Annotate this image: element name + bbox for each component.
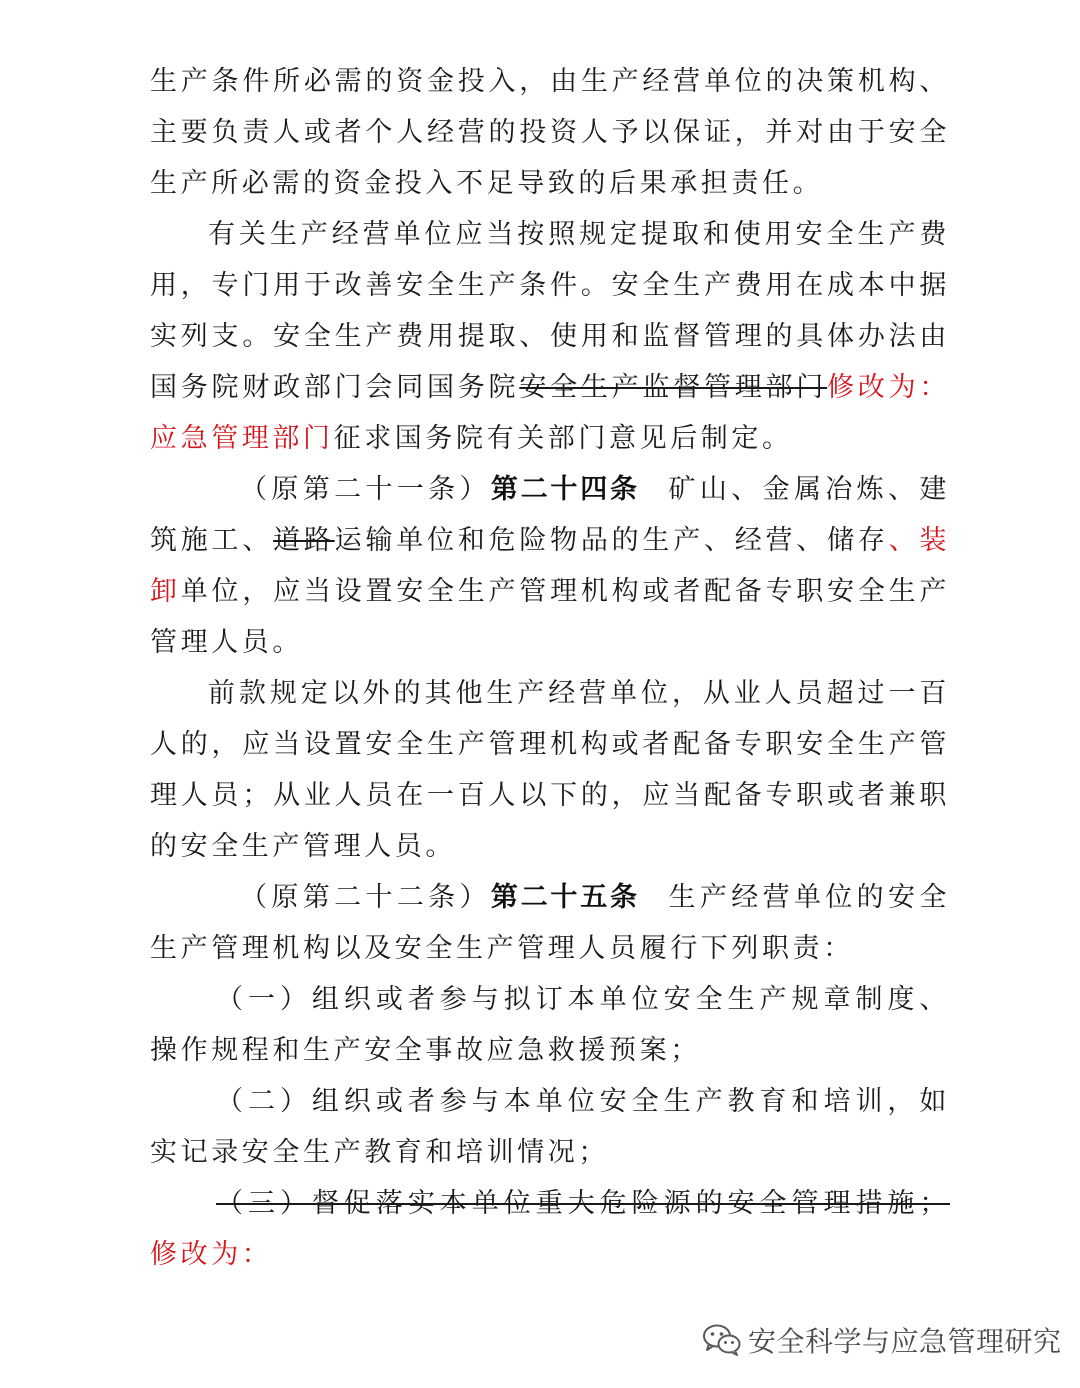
added-text: 、装卸 xyxy=(150,525,951,607)
duty-item-1 xyxy=(150,974,950,1076)
wechat-icon xyxy=(702,1323,742,1357)
deleted-text: 安全生产监督管理部门 xyxy=(519,372,828,403)
deleted-text: 道路 xyxy=(273,525,335,556)
document-body xyxy=(150,56,950,1280)
deleted-text: （三）督促落实本单位重大危险源的安全管理措施； xyxy=(216,1188,950,1219)
paragraph-safety-fees xyxy=(150,209,950,464)
duty-item-2 xyxy=(150,1076,950,1178)
paragraph-text: 征求国务院有关部门意见后制定。 xyxy=(333,423,793,454)
paragraph-funding xyxy=(150,56,950,209)
original-article-number: （原第二十一条） xyxy=(240,474,491,505)
revision-text: 修改为： xyxy=(150,1239,273,1270)
paragraph-other-units xyxy=(150,668,950,872)
paragraph-text: 有关生产经营单位应当按照规定提取和使用安全生产费用，专门用于改善安全生产条件。安全生产费用在成本中据实列支。安全生产费用提取、使用和监督管理的具体办法由国务院财政部门会同国务院 xyxy=(150,219,950,403)
article-title: 第二十五条 xyxy=(490,882,640,913)
account-watermark xyxy=(702,1318,1062,1362)
article-text: 矿山、金属冶炼、建筑施工、 xyxy=(150,474,950,556)
original-article-number: （原第二十二条） xyxy=(240,882,491,913)
article-text: 单位，应当设置安全生产管理机构或者配备专职安全生产管理人员。 xyxy=(150,576,950,658)
duty-item-3 xyxy=(150,1178,950,1280)
watermark-text: 安全科学与应急管理研究 xyxy=(748,1325,1062,1358)
article-24 xyxy=(150,464,950,668)
revision-text: 修改为：应急管理部门 xyxy=(150,372,951,454)
item-text: （二）组织或者参与本单位安全生产教育和培训，如实记录安全生产教育和培训情况； xyxy=(150,1086,950,1168)
article-title: 第二十四条 xyxy=(490,474,640,505)
paragraph-text: 生产条件所必需的资金投入，由生产经营单位的决策机构、主要负责人或者个人经营的投资人予以保证，并对由于安全生产所必需的资金投入不足导致的后果承担责任。 xyxy=(150,66,950,199)
paragraph-text: 前款规定以外的其他生产经营单位，从业人员超过一百人的，应当设置安全生产管理机构或者配备专职安全生产管理人员；从业人员在一百人以下的，应当配备专职或者兼职的安全生产管理人员。 xyxy=(150,678,950,862)
article-text: 运输单位和危险物品的生产、经营、储存 xyxy=(334,525,889,556)
item-text: （一）组织或者参与拟订本单位安全生产规章制度、操作规程和生产安全事故应急救援预案； xyxy=(150,984,950,1066)
article-25 xyxy=(150,872,950,974)
article-text: 生产经营单位的安全生产管理机构以及安全生产管理人员履行下列职责： xyxy=(150,882,950,964)
